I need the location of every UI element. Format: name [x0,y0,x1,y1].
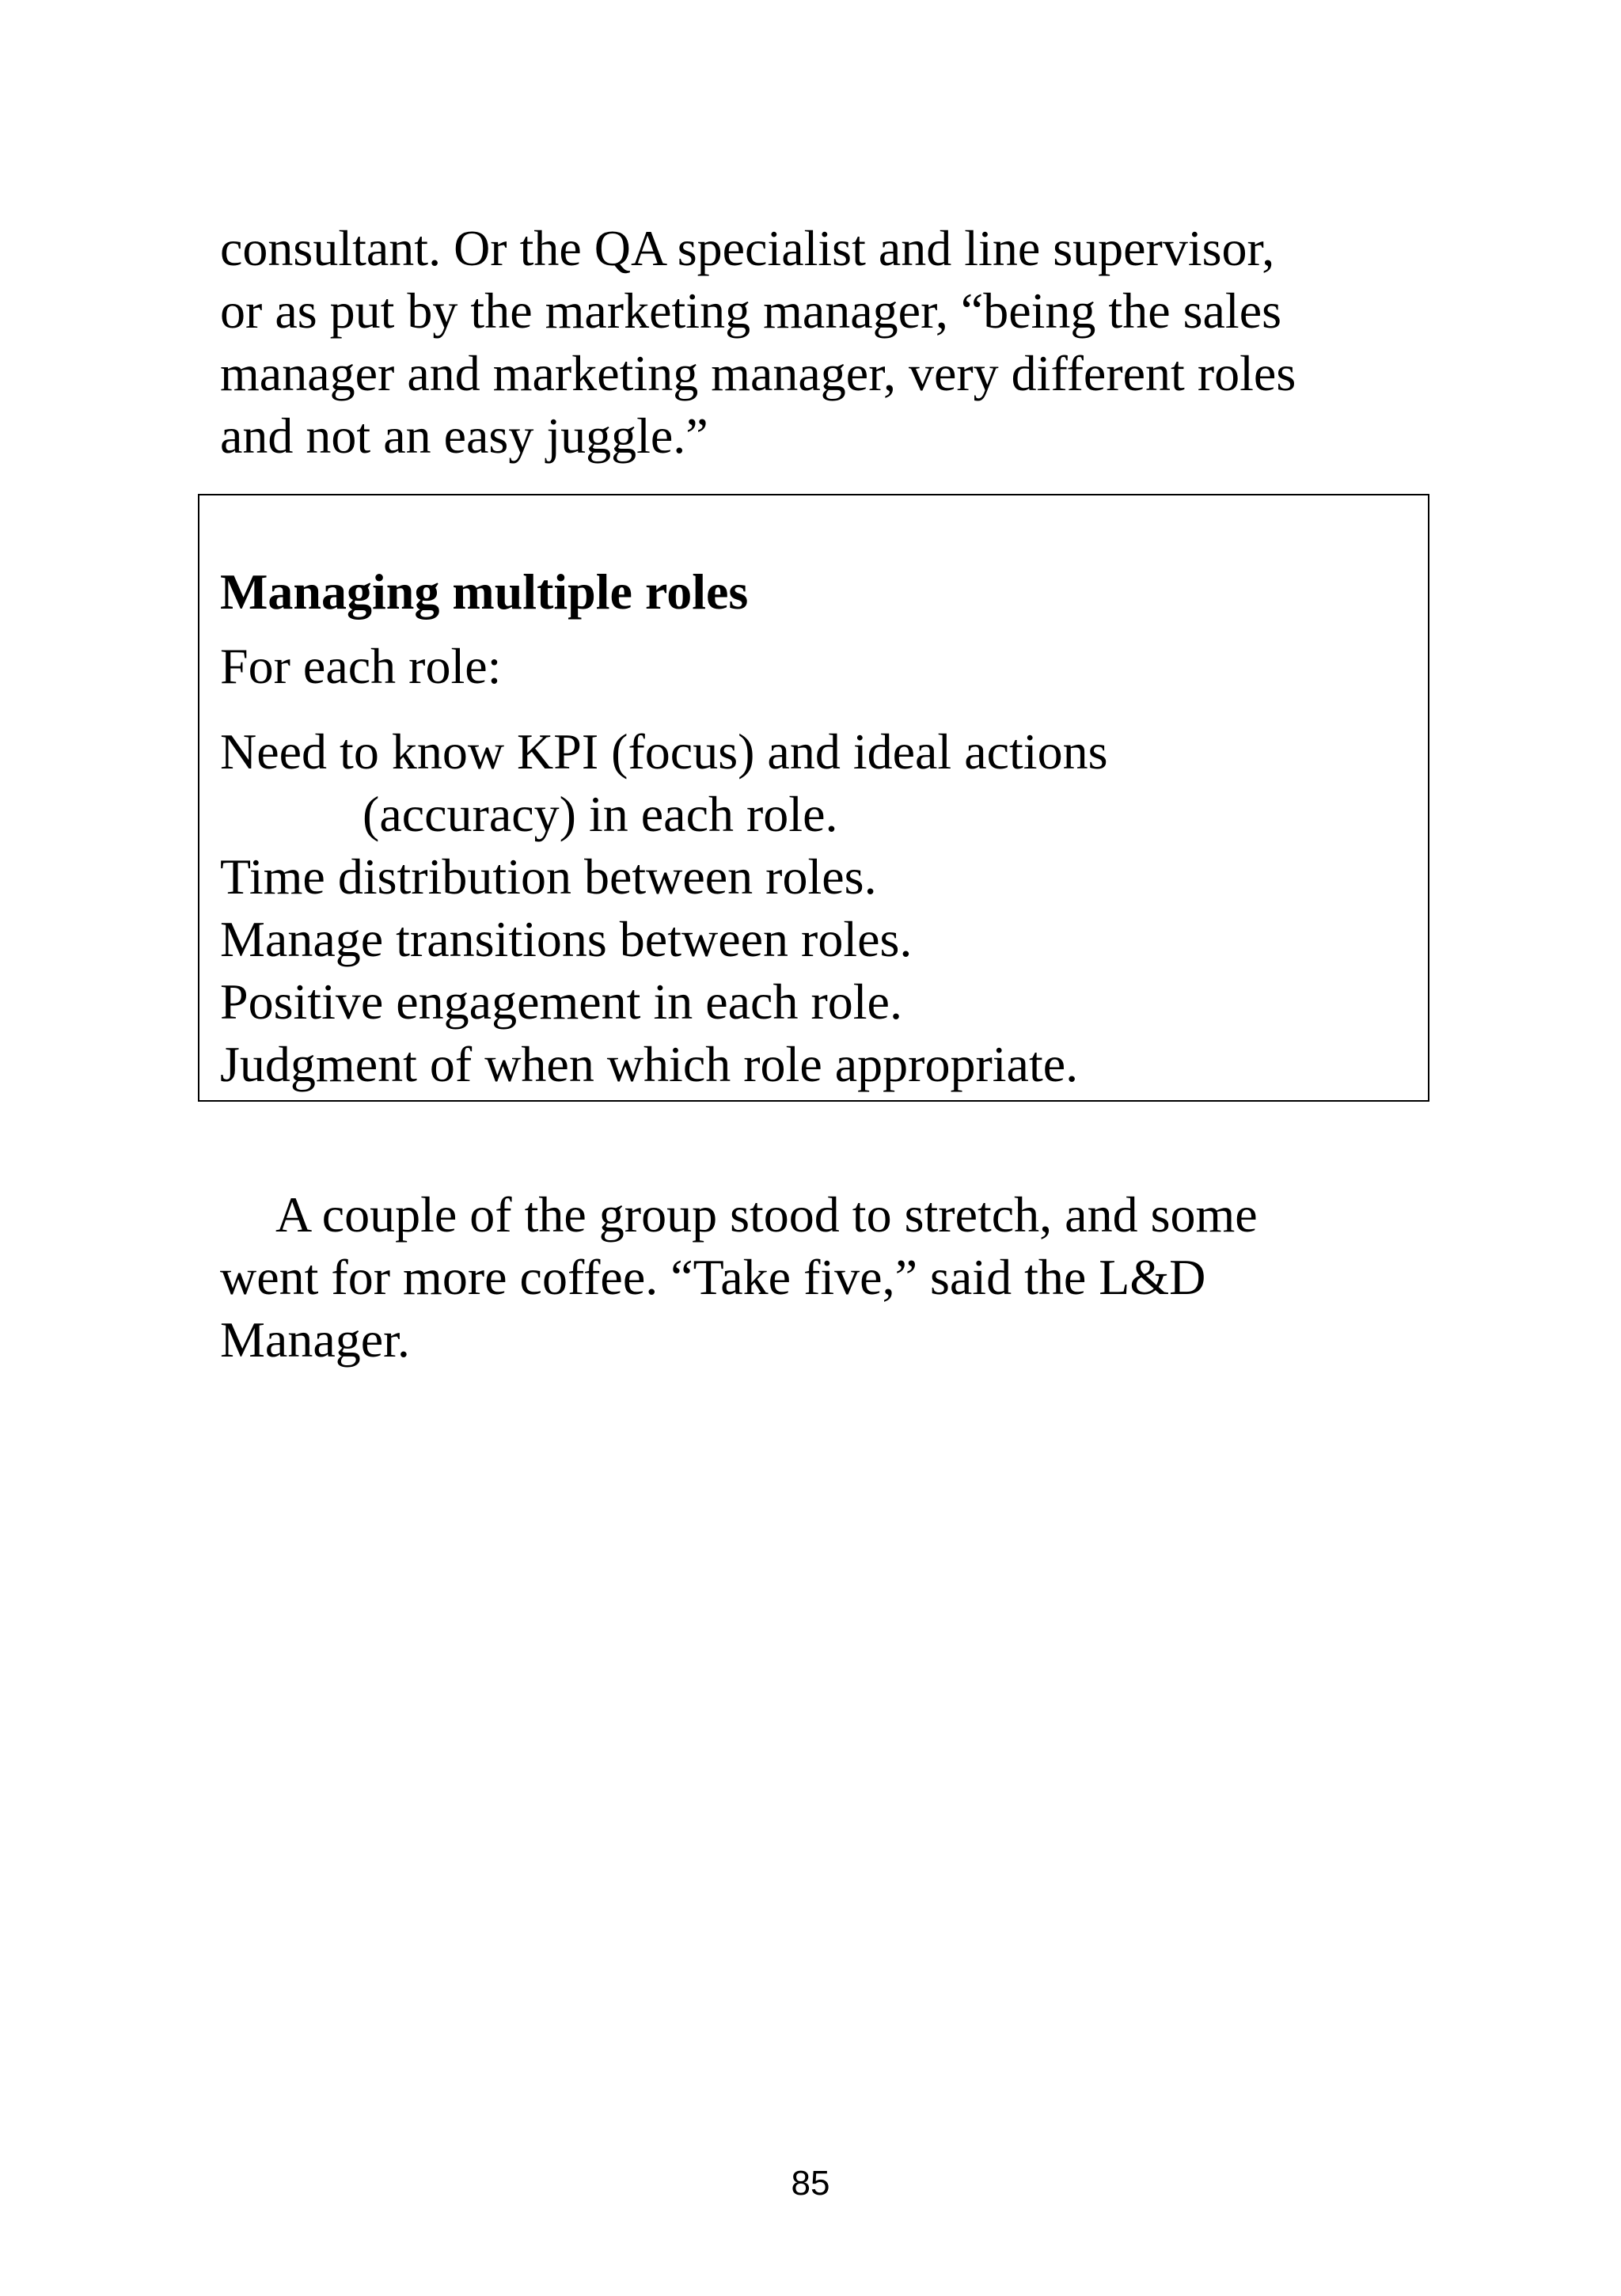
list-item [220,720,1107,845]
paragraph-line: or as put by the marketing manager, “being the sales [220,283,1281,339]
summary-box [198,494,1429,1102]
list-item-text: Need to know KPI (focus) and ideal actions [220,723,1108,780]
list-item: Manage transitions between roles. [220,911,913,967]
list-item: Positive engagement in each role. [220,973,902,1030]
list-item-continuation: (accuracy) in each role. [363,786,838,842]
paragraph-line: A couple of the group stood to stretch, and some [275,1186,1258,1243]
paragraph-line: Manager. [220,1311,410,1368]
paragraph-line: went for more coffee. “Take five,” said the L&D [220,1249,1206,1305]
paragraph-line: manager and marketing manager, very different roles [220,345,1296,401]
box-list [220,720,1107,1095]
box-subtitle: For each role: [220,638,502,694]
list-item: Judgment of when which role appropriate. [220,1036,1079,1092]
box-title: Managing multiple roles [220,564,749,620]
closing-paragraph [220,1183,1455,1371]
paragraph-line: consultant. Or the QA specialist and line supervisor, [220,220,1275,276]
paragraph-line: and not an easy juggle.” [220,408,708,464]
page-number: 85 [791,2164,830,2203]
list-item: Time distribution between roles. [220,848,877,905]
intro-paragraph [220,217,1455,467]
